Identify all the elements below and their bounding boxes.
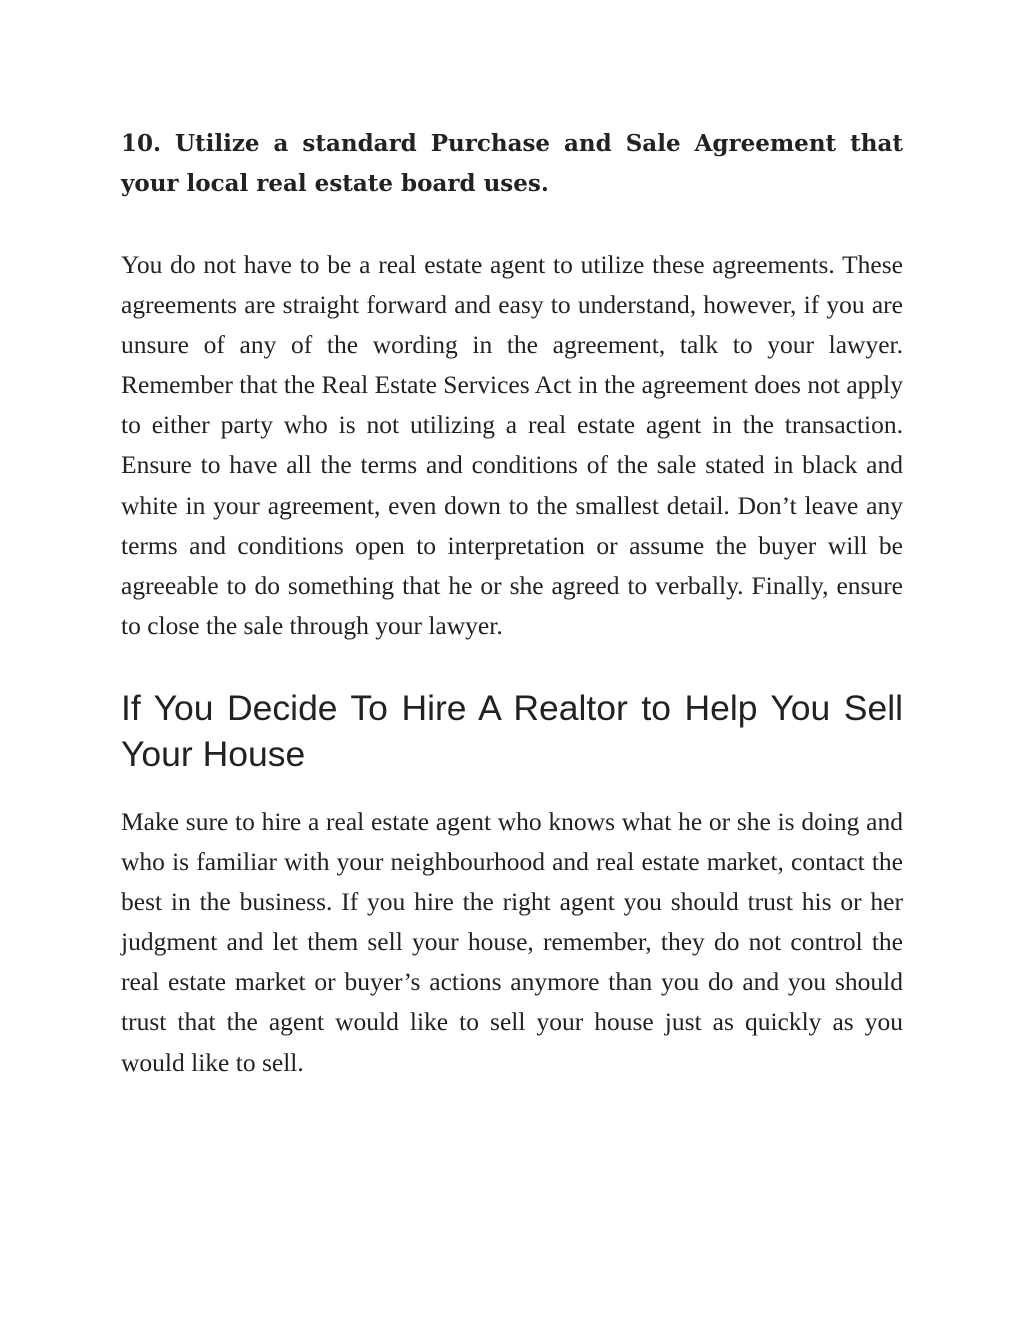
tip-heading: 10. Utilize a standard Purchase and Sale Agreement that your local real estate board uses. <box>121 130 903 197</box>
realtor-paragraph: Make sure to hire a real estate agent who knows what he or she is doing and who is familiar with your neighbourhood and real estate market, contact the best in the business. If you hire the right agent you should trust his or her judgment and let them sell your house, remember, they do not control the real estate market or buyer’s actions anymore than you do and you should trust that the agent would like to sell your house just as quickly as you would like to sell. <box>121 806 903 1077</box>
section-heading: If You Decide To Hire A Realtor to Help You Sell Your House <box>121 687 903 774</box>
document-page <box>121 124 903 1083</box>
agreement-paragraph: You do not have to be a real estate agent to utilize these agreements. These agreements are straight forward and easy to understand, however, if you are unsure of any of the wording in the agreement, talk to your lawyer. Remember that the Real Estate Services Act in the agreement does not apply to either party who is not utilizing a real estate agent in the transaction. Ensure to have all the terms and conditions of the sale stated in black and white in your agreement, even down to the smallest detail. Don’t leave any terms and conditions open to interpretation or assume the buyer will be agreeable to do something that he or she agreed to verbally. Finally, ensure to close the sale through your lawyer. <box>121 250 903 640</box>
